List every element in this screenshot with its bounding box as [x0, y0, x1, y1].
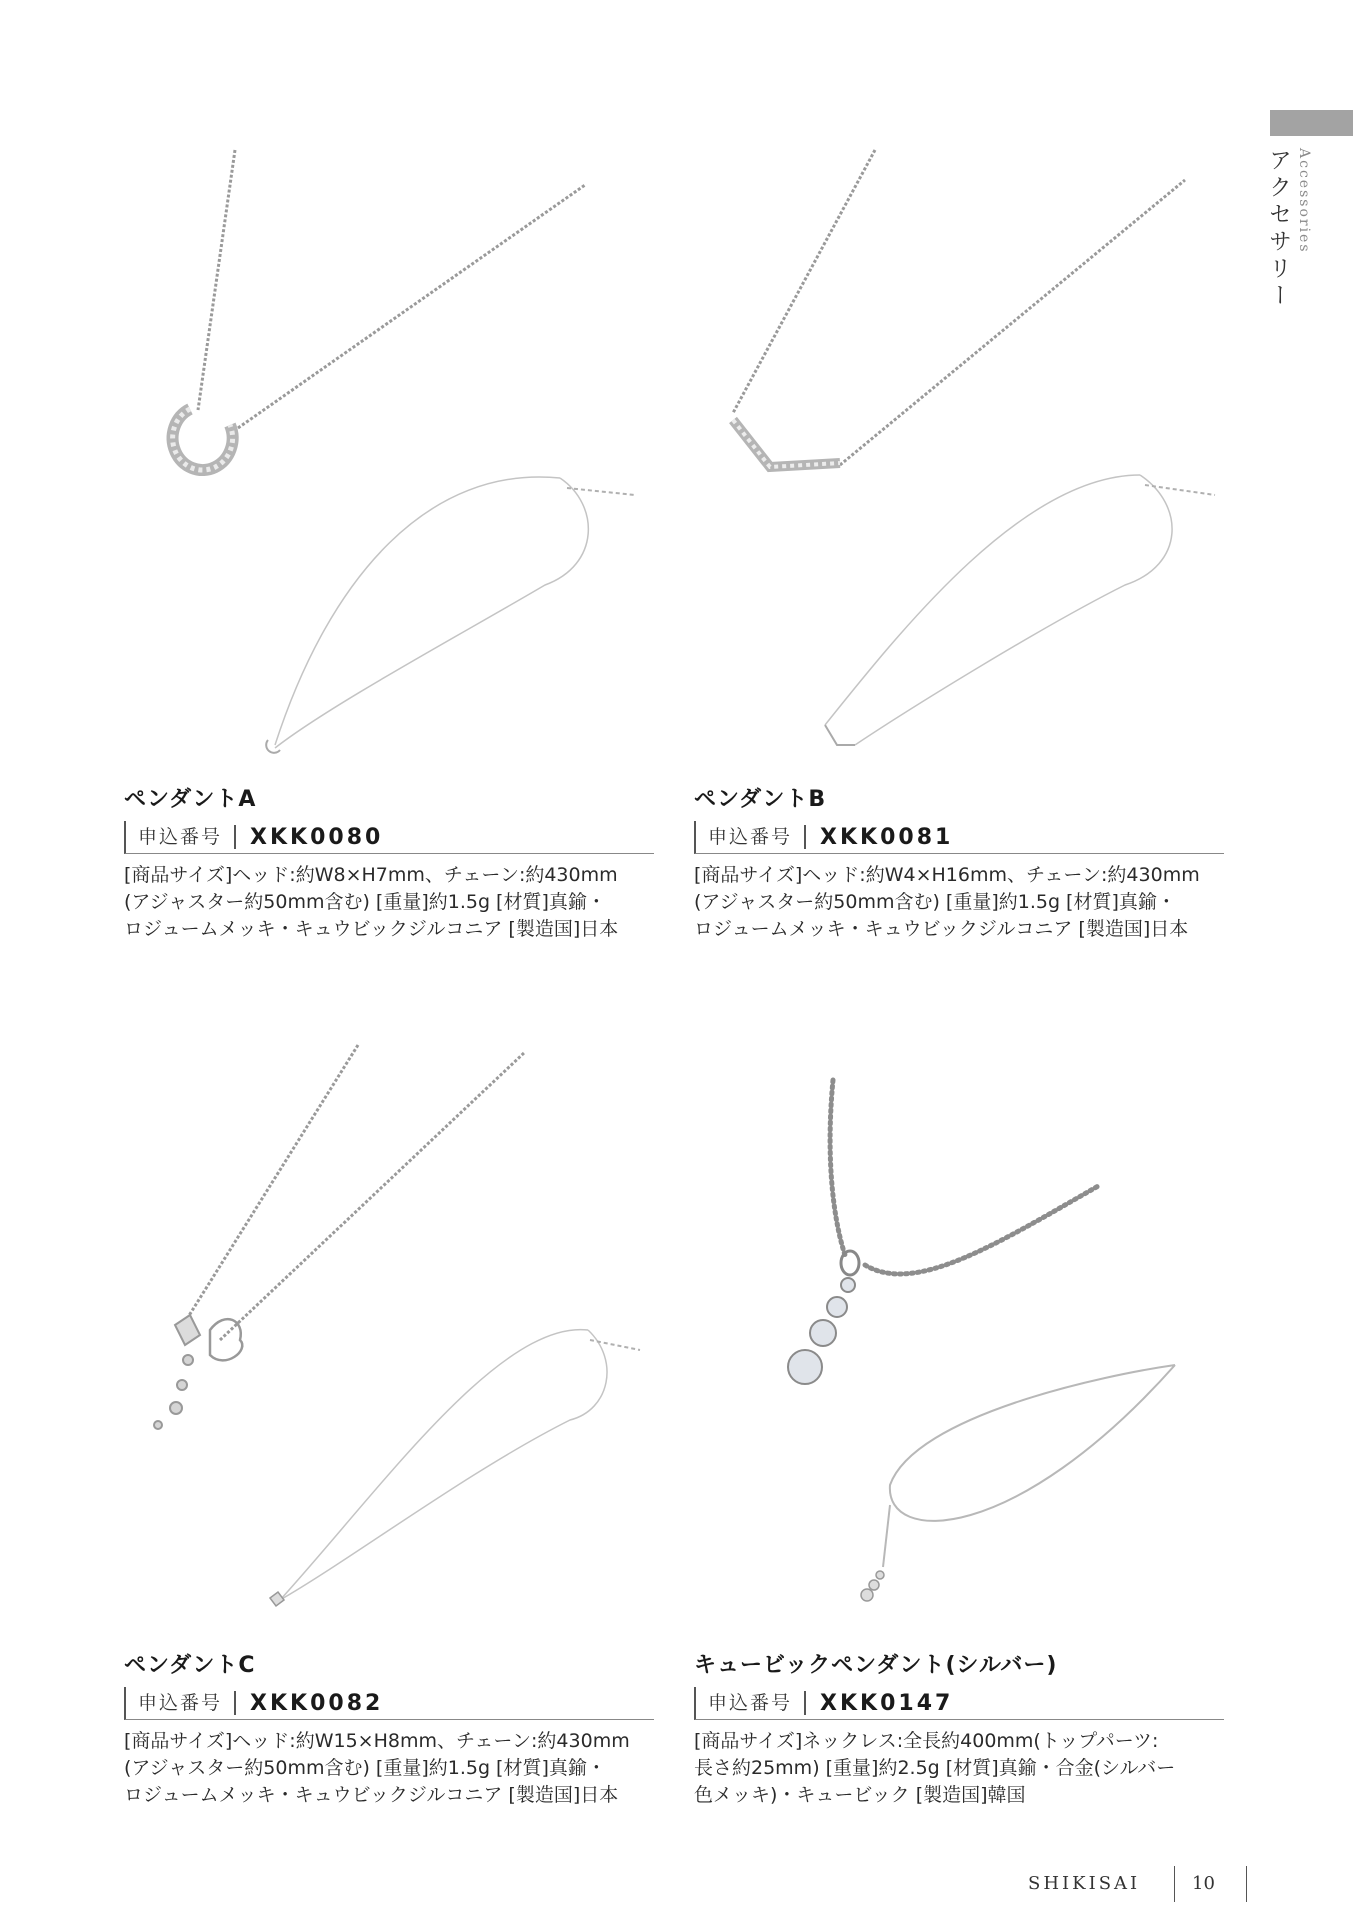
product-spec: [商品サイズ]ネックレス:全長約400mm(トップパーツ: 長さ約25mm) [重量]約2.5g [材質]真鍮・合金(シルバー 色メッキ)・キュービック [製造国]韓国: [694, 1730, 1176, 1806]
order-number-row: [694, 821, 1224, 854]
section-index-tab: [1270, 110, 1353, 136]
order-number-row: [124, 821, 654, 854]
footer-divider: [1174, 1866, 1175, 1902]
order-number-label: 申込番号: [708, 1691, 806, 1715]
product-c-photo: [130, 1040, 670, 1620]
product-b-info: [694, 785, 1224, 943]
footer-brand: SHIKISAI: [1028, 1873, 1141, 1894]
product-spec: [商品サイズ]ヘッド:約W15×H8mm、チェーン:約430mm (アジャスター約50mm含む) [重量]約1.5g [材質]真鍮・ ロジュームメッキ・キュウビックジルコニア [製造国]日本: [124, 1730, 630, 1806]
product-spec: [商品サイズ]ヘッド:約W8×H7mm、チェーン:約430mm (アジャスター約50mm含む) [重量]約1.5g [材質]真鍮・ ロジュームメッキ・キュウビックジルコニア [製造国]日本: [124, 864, 619, 940]
section-label-jp: アクセサリー: [1265, 148, 1291, 310]
order-number-label: 申込番号: [138, 825, 236, 849]
order-number-row: [124, 1687, 654, 1720]
order-number-row: [694, 1687, 1224, 1720]
product-spec: [商品サイズ]ヘッド:約W4×H16mm、チェーン:約430mm (アジャスター約50mm含む) [重量]約1.5g [材質]真鍮・ ロジュームメッキ・キュウビックジルコニア [製造国]日本: [694, 864, 1200, 940]
order-code: XKK0082: [250, 1690, 384, 1716]
product-d-photo: [715, 1075, 1255, 1635]
order-number-label: 申込番号: [708, 825, 806, 849]
footer-divider: [1246, 1866, 1247, 1902]
order-code: XKK0147: [820, 1690, 954, 1716]
section-label-en: Accessories: [1296, 148, 1312, 254]
product-d-info: [694, 1651, 1224, 1809]
product-a-photo: [130, 145, 670, 765]
product-name: ペンダントC: [124, 1653, 256, 1678]
product-b-photo: [715, 145, 1255, 765]
order-code: XKK0081: [820, 824, 954, 850]
product-name: ペンダントB: [694, 787, 827, 812]
order-number-label: 申込番号: [138, 1691, 236, 1715]
product-c-info: [124, 1651, 654, 1809]
product-name: キュービックペンダント(シルバー): [694, 1653, 1058, 1678]
page-number: 10: [1192, 1873, 1215, 1894]
product-name: ペンダントA: [124, 787, 257, 812]
order-code: XKK0080: [250, 824, 384, 850]
product-a-info: [124, 785, 654, 943]
